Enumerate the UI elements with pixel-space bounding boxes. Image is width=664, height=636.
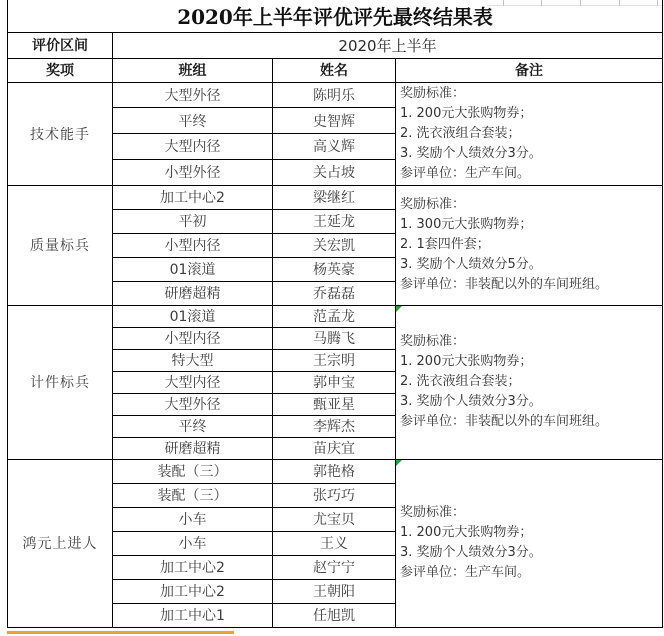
name-cell: 王宗明 bbox=[273, 349, 396, 371]
group-cell: 小型内径 bbox=[113, 233, 273, 257]
cell-error-indicator-icon bbox=[396, 306, 402, 312]
selection-highlight-line bbox=[7, 631, 234, 634]
group-cell: 小车 bbox=[113, 531, 273, 555]
name-cell: 任旭凯 bbox=[273, 603, 396, 627]
group-cell: 小车 bbox=[113, 507, 273, 531]
name-cell: 陈明乐 bbox=[273, 82, 396, 108]
remark-line: 奖励标准： bbox=[400, 505, 466, 520]
group-cell: 研磨超精 bbox=[113, 437, 273, 459]
group-cell: 特大型 bbox=[113, 349, 273, 371]
group-cell: 加工中心2 bbox=[113, 185, 273, 209]
group-cell: 加工中心2 bbox=[113, 579, 273, 603]
remark-line: 3. 奖励个人绩效分5分。 bbox=[400, 257, 542, 272]
group-cell: 加工中心1 bbox=[113, 603, 273, 627]
remark-line: 奖励标准： bbox=[400, 334, 466, 349]
name-cell: 尤宝贝 bbox=[273, 507, 396, 531]
group-cell: 小型外径 bbox=[113, 159, 273, 185]
name-cell: 高义辉 bbox=[273, 134, 396, 160]
name-cell: 王义 bbox=[273, 531, 396, 555]
group-cell: 大型外径 bbox=[113, 82, 273, 108]
name-cell: 王朝阳 bbox=[273, 579, 396, 603]
name-cell: 范孟龙 bbox=[273, 305, 396, 327]
name-cell: 梁继红 bbox=[273, 185, 396, 209]
period-label: 评价区间 bbox=[8, 32, 113, 58]
remark-cell bbox=[396, 185, 663, 305]
award-cell: 质量标兵 bbox=[8, 185, 113, 305]
name-cell: 史智辉 bbox=[273, 108, 396, 134]
group-cell: 加工中心2 bbox=[113, 555, 273, 579]
name-cell: 郭申宝 bbox=[273, 371, 396, 393]
group-cell: 01滚道 bbox=[113, 257, 273, 281]
name-cell: 关占坡 bbox=[273, 159, 396, 185]
name-cell: 郭艳格 bbox=[273, 459, 396, 483]
remark-line: 奖励标准： bbox=[400, 197, 466, 212]
results-table bbox=[7, 0, 663, 628]
remark-line: 奖励标准： bbox=[400, 85, 466, 101]
table-row bbox=[8, 305, 663, 327]
group-cell: 平初 bbox=[113, 209, 273, 233]
results-table-sheet bbox=[7, 0, 662, 628]
remark-line: 3. 奖励个人绩效分3分。 bbox=[400, 394, 542, 409]
remark-line: 1. 300元大张购物券； bbox=[400, 217, 533, 232]
name-cell: 乔磊磊 bbox=[273, 281, 396, 305]
group-cell: 装配（三） bbox=[113, 483, 273, 507]
name-cell: 赵宁宁 bbox=[273, 555, 396, 579]
award-cell: 技术能手 bbox=[8, 82, 113, 185]
remark-line: 参评单位：生产车间。 bbox=[400, 565, 531, 580]
column-header-award: 奖项 bbox=[8, 58, 113, 82]
group-cell: 小型内径 bbox=[113, 327, 273, 349]
title-row bbox=[8, 0, 663, 32]
group-cell: 平终 bbox=[113, 108, 273, 134]
remark-line: 3. 奖励个人绩效分3分。 bbox=[400, 145, 542, 161]
name-cell: 甄亚星 bbox=[273, 393, 396, 415]
cell-error-indicator-icon bbox=[396, 460, 402, 466]
group-cell: 研磨超精 bbox=[113, 281, 273, 305]
column-header-name: 姓名 bbox=[273, 58, 396, 82]
table-row bbox=[8, 82, 663, 108]
remark-line: 1. 200元大张购物券； bbox=[400, 525, 533, 540]
column-header-remark: 备注 bbox=[396, 58, 663, 82]
column-header-group: 班组 bbox=[113, 58, 273, 82]
remark-line: 1. 200元大张购物券； bbox=[400, 105, 533, 121]
period-row bbox=[8, 32, 663, 58]
remark-line: 参评单位：非装配以外的车间班组。 bbox=[400, 277, 609, 292]
remark-line: 参评单位：生产车间。 bbox=[400, 165, 531, 181]
remark-cell bbox=[396, 459, 663, 627]
name-cell: 张巧巧 bbox=[273, 483, 396, 507]
table-row bbox=[8, 185, 663, 209]
remark-cell bbox=[396, 305, 663, 459]
period-value: 2020年上半年 bbox=[113, 32, 663, 58]
remark-line: 2. 1套四件套； bbox=[400, 237, 490, 252]
table-row bbox=[8, 459, 663, 483]
name-cell: 王延龙 bbox=[273, 209, 396, 233]
award-cell: 计件标兵 bbox=[8, 305, 113, 459]
group-cell: 大型内径 bbox=[113, 371, 273, 393]
remark-line: 2. 洗衣液组合套装； bbox=[400, 125, 521, 141]
name-cell: 苗庆宜 bbox=[273, 437, 396, 459]
name-cell: 李辉杰 bbox=[273, 415, 396, 437]
remark-line: 3. 奖励个人绩效分3分。 bbox=[400, 545, 542, 560]
page-title: 2020年上半年评优评先最终结果表 bbox=[8, 0, 663, 32]
column-header-row bbox=[8, 58, 663, 82]
remark-line: 1. 200元大张购物券； bbox=[400, 354, 533, 369]
group-cell: 平终 bbox=[113, 415, 273, 437]
name-cell: 关宏凯 bbox=[273, 233, 396, 257]
name-cell: 杨英豪 bbox=[273, 257, 396, 281]
remark-line: 2. 洗衣液组合套装； bbox=[400, 374, 521, 389]
group-cell: 大型外径 bbox=[113, 393, 273, 415]
remark-cell bbox=[396, 82, 663, 185]
group-cell: 装配（三） bbox=[113, 459, 273, 483]
group-cell: 01滚道 bbox=[113, 305, 273, 327]
award-cell: 鸿元上进人 bbox=[8, 459, 113, 627]
remark-line: 参评单位：非装配以外的车间班组。 bbox=[400, 414, 609, 429]
name-cell: 马腾飞 bbox=[273, 327, 396, 349]
group-cell: 大型内径 bbox=[113, 134, 273, 160]
